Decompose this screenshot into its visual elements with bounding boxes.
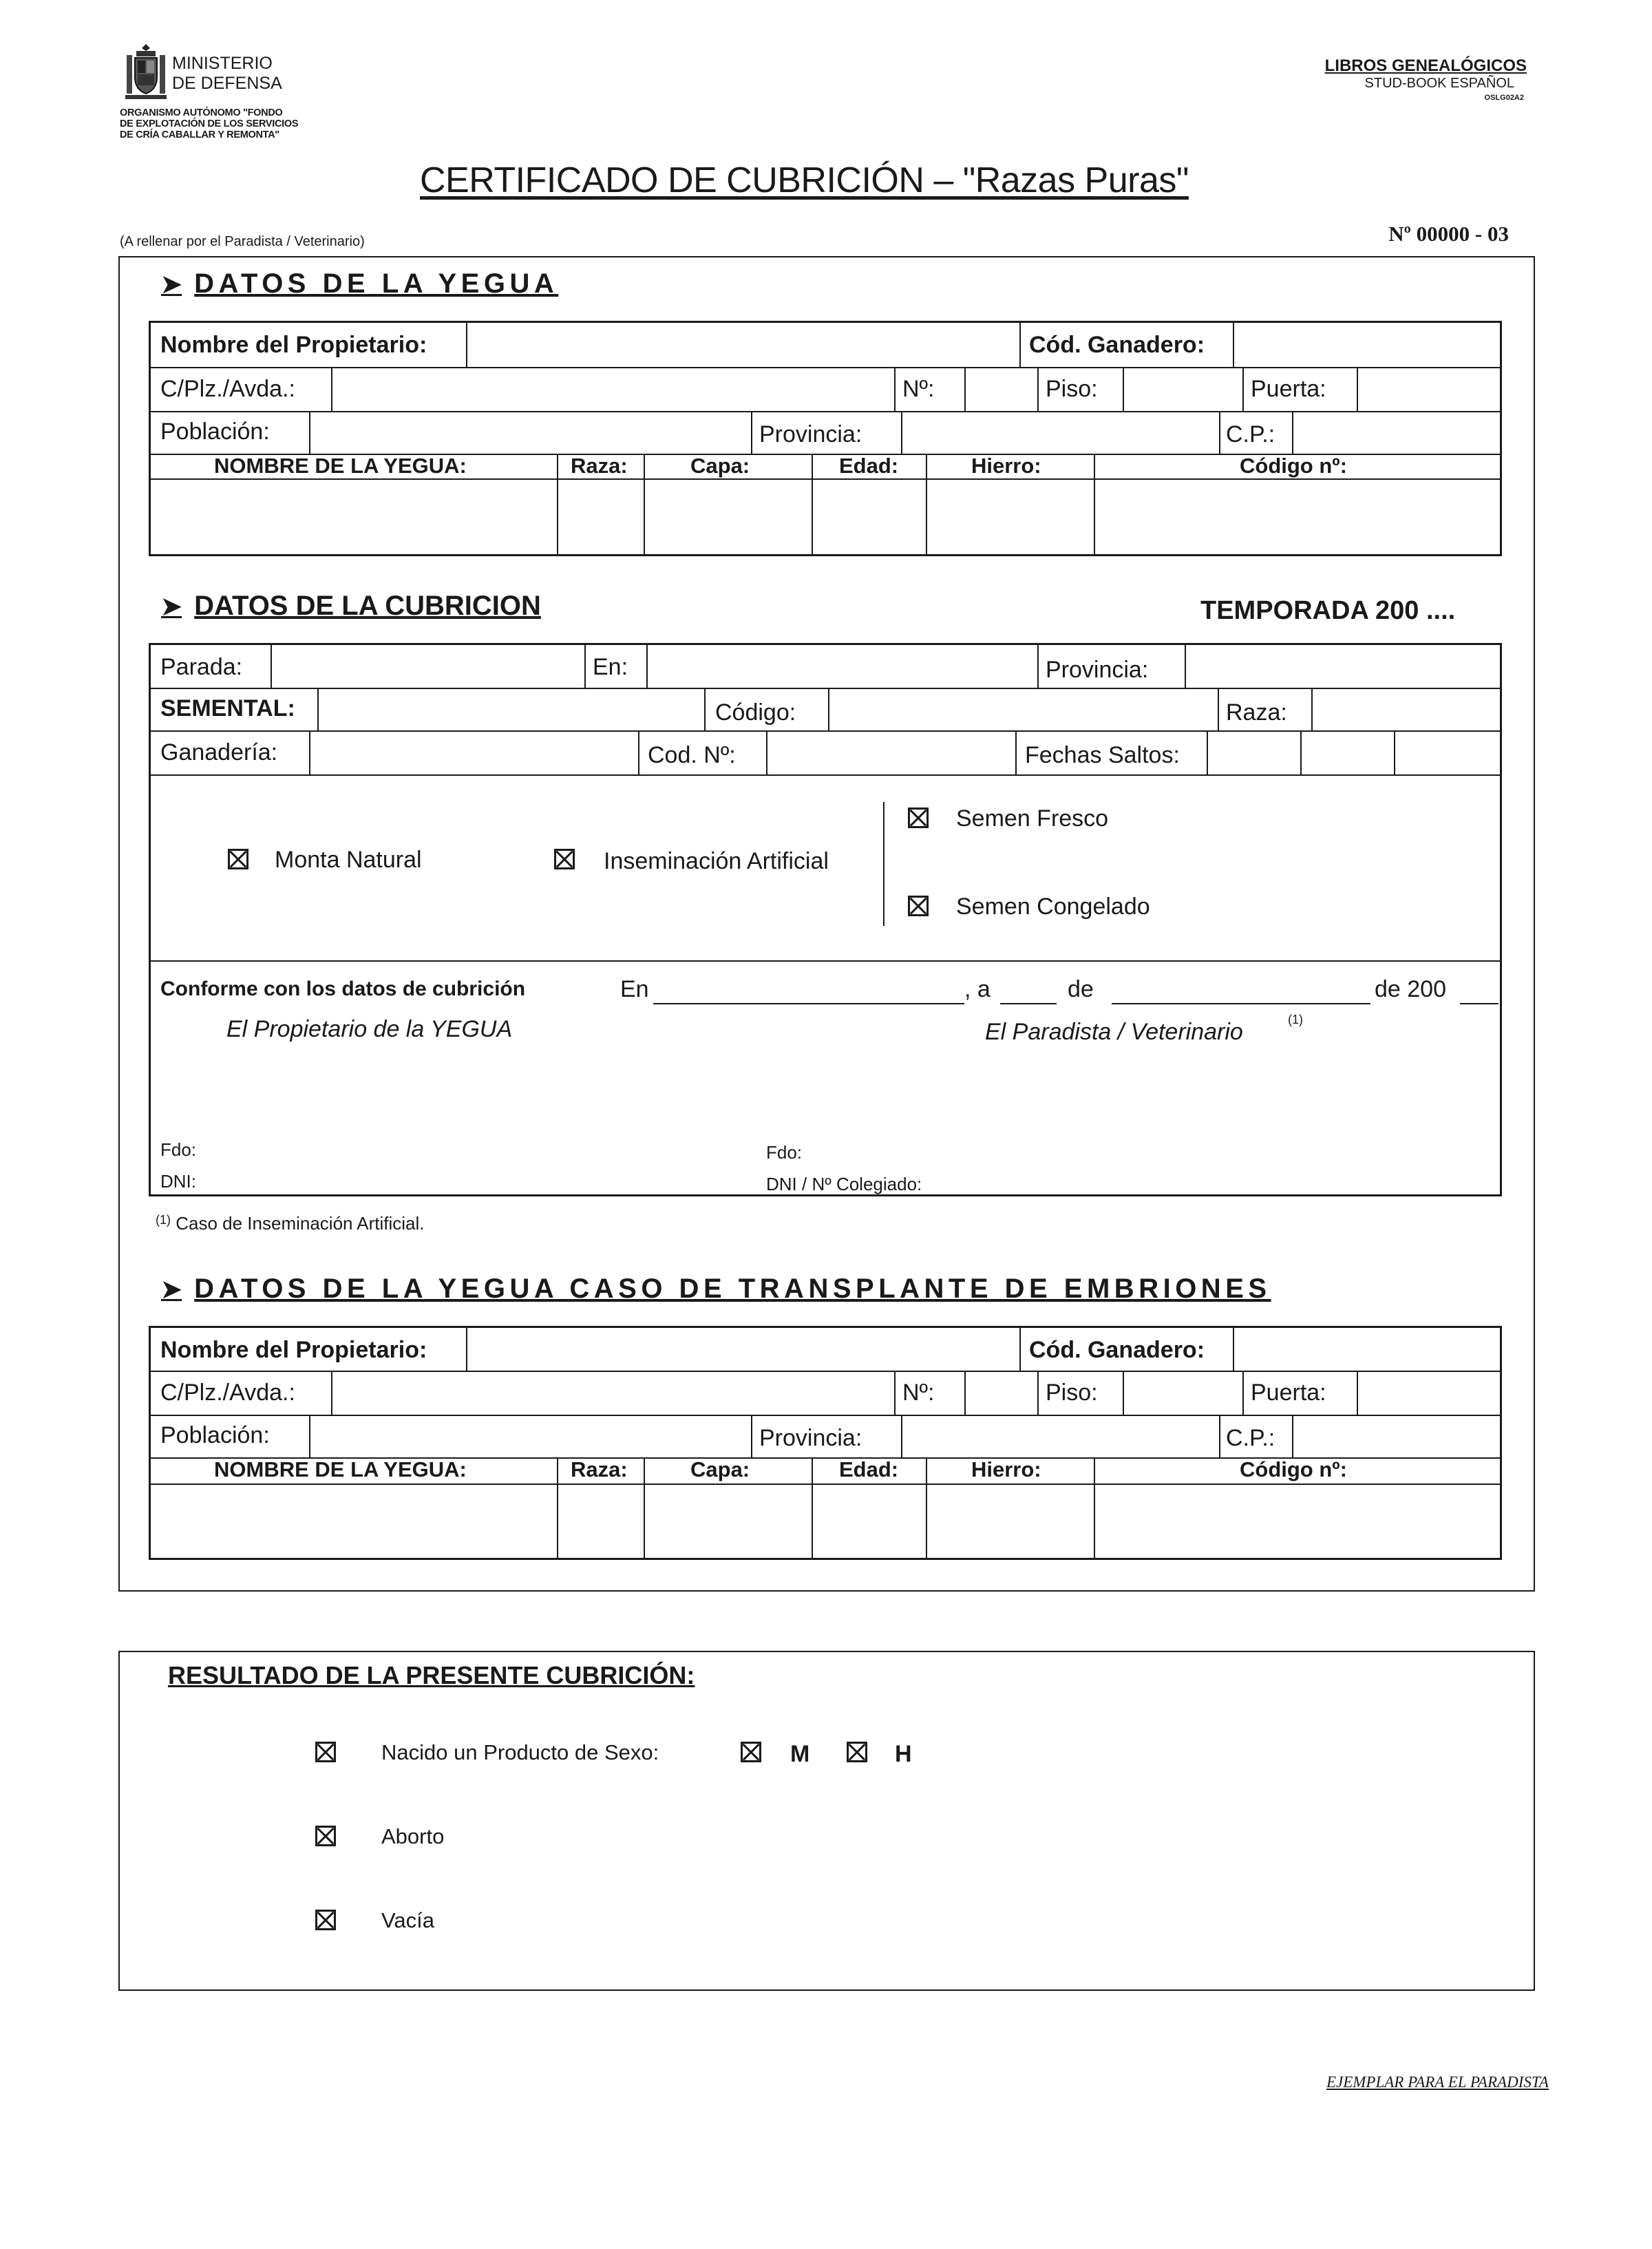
label-ganaderia: Ganadería: (160, 739, 278, 765)
label-propietario: Nombre del Propietario: (160, 332, 427, 358)
header-hierro: Hierro: (971, 1457, 1041, 1481)
label-puerta: Puerta: (1251, 1380, 1326, 1406)
footnote-text: Caso de Inseminación Artificial. (176, 1213, 425, 1234)
header-capa: Capa: (690, 1457, 750, 1481)
checkbox-semen-fresco[interactable] (908, 807, 929, 828)
ministerio-line1: MINISTERIO (172, 54, 273, 73)
label-numero: Nº: (902, 1380, 935, 1406)
label-aborto: Aborto (381, 1824, 445, 1848)
ministerio-name (172, 54, 282, 94)
transplante-table (149, 1326, 1502, 1560)
checkbox-vacia[interactable] (315, 1910, 336, 1930)
label-conforme: Conforme con los datos de cubrición (160, 978, 526, 1000)
section-title: DATOS DE LA YEGUA (194, 268, 559, 299)
section-heading-yegua (161, 268, 558, 299)
label-codigo: Código: (715, 699, 796, 726)
page-title: CERTIFICADO DE CUBRICIÓN – "Razas Puras" (420, 160, 1189, 200)
label-propietario: Nombre del Propietario: (160, 1337, 427, 1363)
label-provincia: Provincia: (1046, 657, 1149, 683)
label-parada: Parada: (160, 654, 243, 680)
header-edad: Edad: (839, 1457, 899, 1481)
header-capa: Capa: (690, 454, 750, 478)
checkbox-monta-natural[interactable] (228, 849, 248, 869)
label-provincia: Provincia: (759, 421, 862, 447)
checkbox-semen-congelado[interactable] (908, 896, 929, 916)
mes-field[interactable] (1112, 1003, 1370, 1004)
label-semental: SEMENTAL: (160, 695, 295, 721)
label-propietario-yegua: El Propietario de la YEGUA (226, 1016, 513, 1042)
header-raza: Raza: (571, 1457, 628, 1481)
cubricion-table (149, 643, 1502, 1196)
label-de: de (1068, 976, 1094, 1002)
label-poblacion: Población: (160, 1422, 270, 1448)
arrow-icon: ➤ (161, 591, 182, 620)
temporada: TEMPORADA 200 .... (1200, 596, 1456, 625)
label-piso: Piso: (1046, 376, 1098, 402)
label-cod-ganadero: Cód. Ganadero: (1029, 1337, 1205, 1363)
label-puerta: Puerta: (1251, 376, 1326, 402)
header-codigo: Código nº: (1240, 454, 1347, 478)
lugar-field[interactable] (653, 1003, 964, 1004)
section-title: DATOS DE LA YEGUA CASO DE TRANSPLANTE DE EMBRIONES (194, 1274, 1271, 1304)
arrow-icon: ➤ (161, 1274, 182, 1303)
footnote-superscript: (1) (156, 1213, 171, 1227)
label-cod-no: Cod. Nº: (648, 742, 736, 768)
checkbox-nacido[interactable] (315, 1742, 336, 1762)
label-fechas-saltos: Fechas Saltos: (1025, 742, 1180, 768)
header-edad: Edad: (839, 454, 899, 478)
label-dni-colegiado: DNI / Nº Colegiado: (766, 1174, 922, 1194)
label-cp: C.P.: (1226, 1425, 1275, 1451)
label-de-200: de 200 (1375, 976, 1446, 1002)
header-hierro: Hierro: (971, 454, 1041, 478)
rellenar-note: (A rellenar por el Paradista / Veterinario) (120, 234, 365, 249)
label-a: , a (964, 976, 991, 1002)
organismo-line3: DE CRÍA CABALLAR Y REMONTA" (120, 129, 279, 140)
label-poblacion: Población: (160, 419, 270, 445)
organismo-name (120, 107, 298, 140)
label-cod-ganadero: Cód. Ganadero: (1029, 332, 1205, 358)
label-monta-natural: Monta Natural (275, 847, 422, 873)
label-en-lugar: En (620, 976, 649, 1002)
label-provincia: Provincia: (759, 1425, 862, 1451)
section-heading-transplante (161, 1274, 1271, 1305)
label-en: En: (593, 654, 628, 680)
label-inseminacion-artificial: Inseminación Artificial (604, 848, 829, 874)
resultado-box (118, 1651, 1535, 1991)
label-semen-congelado: Semen Congelado (956, 894, 1150, 920)
checkbox-sexo-h[interactable] (847, 1742, 867, 1762)
label-dni-propietario: DNI: (160, 1171, 196, 1192)
label-piso: Piso: (1046, 1380, 1098, 1406)
label-cp: C.P.: (1226, 421, 1275, 447)
stud-book: STUD-BOOK ESPAÑOL (1364, 76, 1514, 91)
label-m: M (790, 1741, 810, 1767)
label-paradista-veterinario: El Paradista / Veterinario (985, 1019, 1243, 1045)
ministerio-line2: DE DEFENSA (172, 74, 282, 93)
coat-of-arms-logo (124, 41, 168, 101)
header-nombre-yegua: NOMBRE DE LA YEGUA: (214, 454, 467, 478)
header-raza: Raza: (571, 454, 628, 478)
label-numero: Nº: (902, 376, 935, 402)
header-nombre-yegua: NOMBRE DE LA YEGUA: (214, 1457, 467, 1481)
organismo-line2: DE EXPLOTACIÓN DE LOS SERVICIOS (120, 118, 299, 129)
certificate-number: Nº 00000 - 03 (1388, 222, 1509, 246)
arrow-icon: ➤ (161, 269, 182, 298)
label-direccion: C/Plz./Avda.: (160, 376, 295, 402)
dia-field[interactable] (1000, 1003, 1057, 1004)
organismo-line1: ORGANISMO AUTÓNOMO "FONDO (120, 107, 283, 118)
label-fdo-propietario: Fdo: (160, 1139, 197, 1160)
anio-field[interactable] (1460, 1003, 1499, 1004)
ejemplar-label: EJEMPLAR PARA EL PARADISTA (1326, 2073, 1549, 2091)
label-nacido: Nacido un Producto de Sexo: (381, 1740, 659, 1764)
header-codigo: Código nº: (1240, 1457, 1347, 1481)
checkbox-inseminacion-artificial[interactable] (554, 849, 575, 869)
checkbox-sexo-m[interactable] (741, 1742, 761, 1762)
label-fdo-paradista: Fdo: (766, 1142, 803, 1163)
section-title: DATOS DE LA CUBRICION (194, 591, 541, 621)
label-direccion: C/Plz./Avda.: (160, 1380, 295, 1406)
label-raza: Raza: (1226, 699, 1287, 726)
yegua-table (149, 321, 1502, 556)
superscript-1: (1) (1288, 1013, 1303, 1026)
resultado-heading: RESULTADO DE LA PRESENTE CUBRICIÓN: (168, 1661, 695, 1689)
checkbox-aborto[interactable] (315, 1826, 336, 1846)
form-code: OSLG02A2 (1484, 94, 1524, 102)
footnote (156, 1213, 425, 1234)
label-vacia: Vacía (381, 1908, 434, 1932)
label-h: H (895, 1741, 912, 1767)
libros-genealogicos: LIBROS GENEALÓGICOS (1324, 56, 1527, 75)
section-heading-cubricion (161, 591, 541, 622)
label-semen-fresco: Semen Fresco (956, 805, 1109, 832)
